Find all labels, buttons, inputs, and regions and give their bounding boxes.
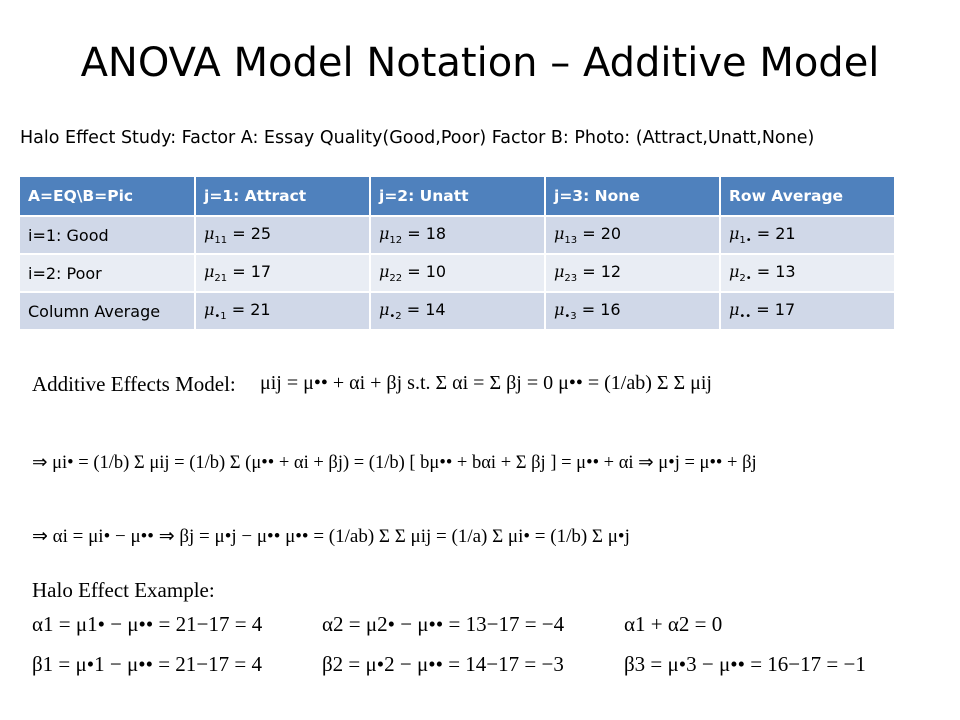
table-row <box>20 254 895 292</box>
beta-3-equation: β3 = μ•3 − μ•• = 16−17 = −1 <box>624 652 866 676</box>
table-header: j=2: Unatt <box>370 177 545 216</box>
cell-mean: $\mu_{11} = 25$ <box>195 216 370 254</box>
slide-title: ANOVA Model Notation – Additive Model <box>80 40 880 86</box>
alpha-2-equation: α2 = μ2• − μ•• = 13−17 = −4 <box>322 612 565 636</box>
cell-mean: $\mu_{•1} = 21$ <box>195 292 370 329</box>
row-label: Column Average <box>20 292 195 329</box>
table-row <box>20 292 895 329</box>
cell-mean: $\mu_{13} = 20$ <box>545 216 720 254</box>
alpha-1-equation: α1 = μ1• − μ•• = 21−17 = 4 <box>32 612 263 636</box>
cell-mean: $\mu_{••} = 17$ <box>720 292 895 329</box>
table-header: j=1: Attract <box>195 177 370 216</box>
cell-mean: $\mu_{1•} = 21$ <box>720 216 895 254</box>
row-label: i=1: Good <box>20 216 195 254</box>
effects-derivation: ⇒ αi = μi• − μ•• ⇒ βj = μ•j − μ•• μ•• = (1/ab) Σ Σ μij = (1/a) Σ μi• = (1/b) Σ μ•j <box>32 526 630 547</box>
row-mean-derivation: ⇒ μi• = (1/b) Σ μij = (1/b) Σ (μ•• + αi + βj) = (1/b) [ bμ•• + bαi + Σ βj ] = μ•• + αi ⇒ μ•j = μ•• + βj <box>32 453 757 473</box>
table-header: Row Average <box>720 177 895 216</box>
means-table <box>20 177 896 329</box>
cell-mean: $\mu_{23} = 12$ <box>545 254 720 292</box>
table-header-row <box>20 177 895 216</box>
model-equation: μij = μ•• + αi + βj s.t. Σ αi = Σ βj = 0 μ•• = (1/ab) Σ Σ μij <box>260 372 712 394</box>
cell-mean: $\mu_{12} = 18$ <box>370 216 545 254</box>
row-label: i=2: Poor <box>20 254 195 292</box>
model-heading: Additive Effects Model: <box>32 372 236 396</box>
example-heading: Halo Effect Example: <box>32 578 215 602</box>
beta-1-equation: β1 = μ•1 − μ•• = 21−17 = 4 <box>32 652 262 676</box>
cell-mean: $\mu_{21} = 17$ <box>195 254 370 292</box>
cell-mean: $\mu_{22} = 10$ <box>370 254 545 292</box>
alpha-sum-equation: α1 + α2 = 0 <box>624 612 723 636</box>
beta-2-equation: β2 = μ•2 − μ•• = 14−17 = −3 <box>322 652 564 676</box>
cell-mean: $\mu_{•2} = 14$ <box>370 292 545 329</box>
table-header: A=EQ\B=Pic <box>20 177 195 216</box>
cell-mean: $\mu_{2•} = 13$ <box>720 254 895 292</box>
table-header: j=3: None <box>545 177 720 216</box>
table-row <box>20 216 895 254</box>
cell-mean: $\mu_{•3} = 16$ <box>545 292 720 329</box>
study-description: Halo Effect Study: Factor A: Essay Quality(Good,Poor) Factor B: Photo: (Attract,Unatt,None) <box>20 128 815 148</box>
